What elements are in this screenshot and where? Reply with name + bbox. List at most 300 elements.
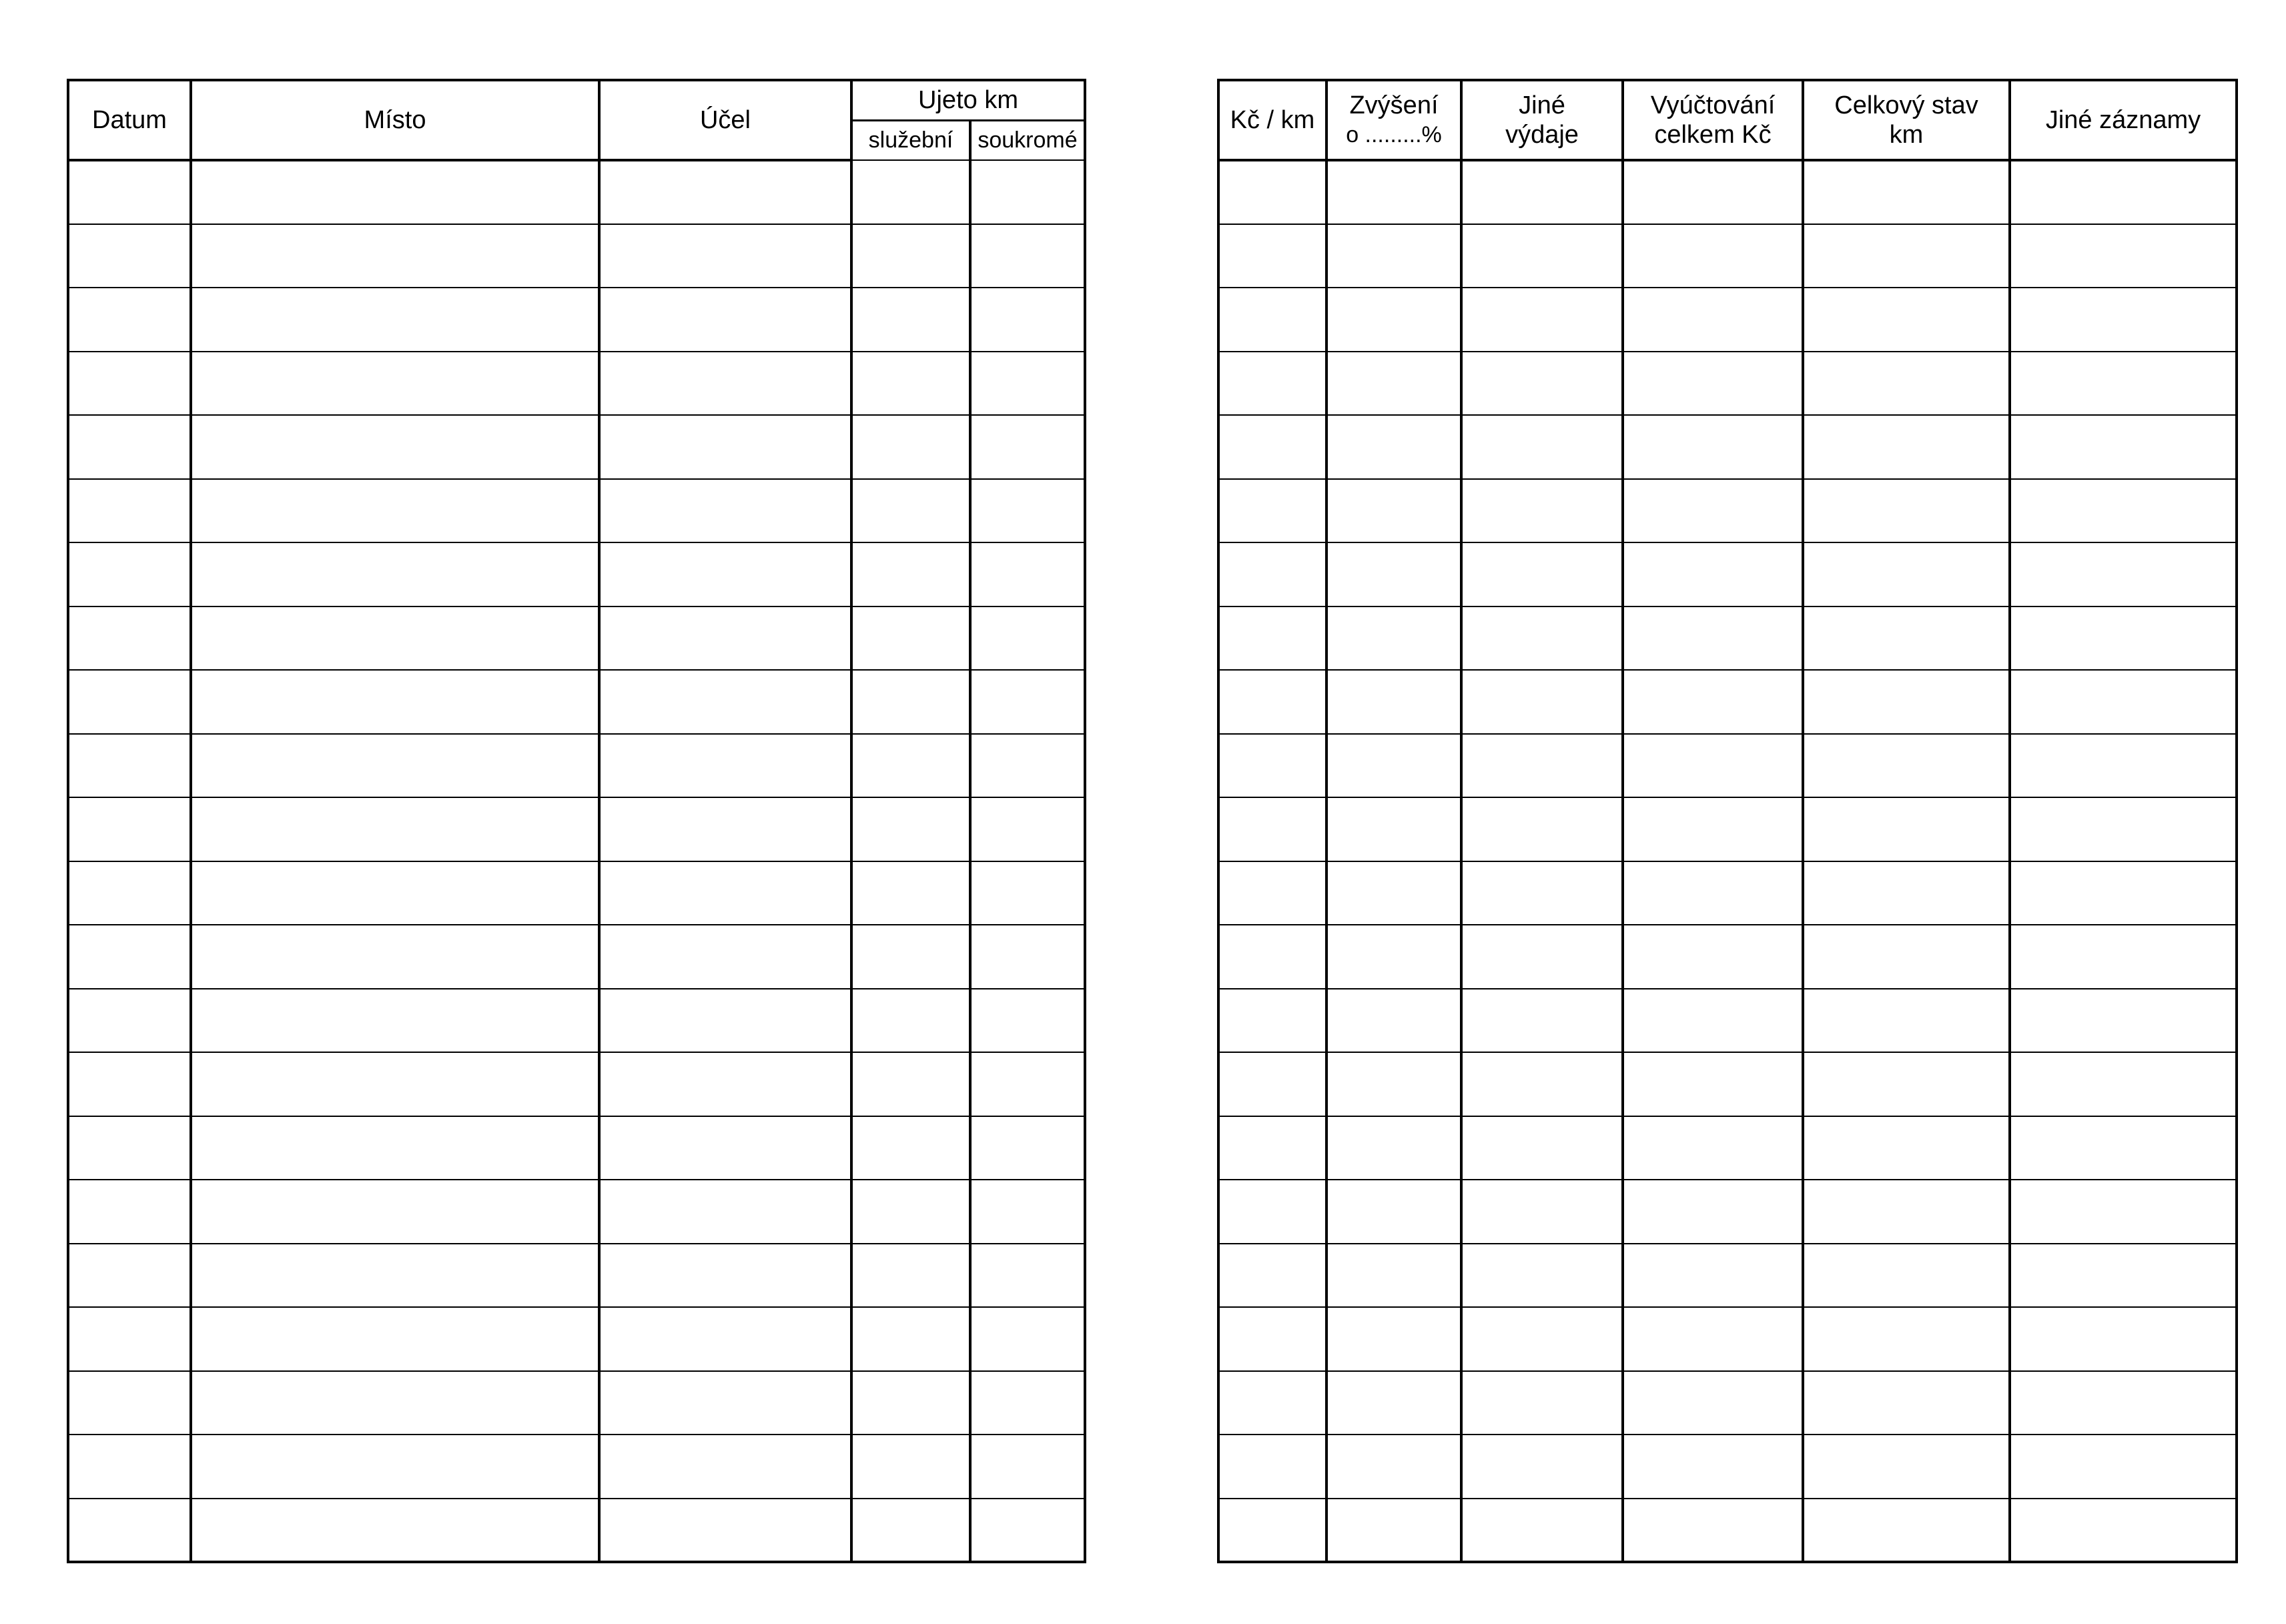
left-cell-ucel[interactable] [599,542,851,606]
left-cell-ucel[interactable] [599,1052,851,1116]
right-cell-celkovy-stav[interactable] [1803,288,2010,352]
right-cell-jine-vydaje[interactable] [1461,479,1623,543]
right-cell-jine-zaznamy[interactable] [2010,1116,2237,1180]
left-table-row [68,1116,1085,1180]
right-cell-zvyseni[interactable] [1326,1180,1461,1244]
left-table-row [68,670,1085,734]
left-cell-misto[interactable] [191,479,599,543]
right-table-row [1218,1499,2237,1563]
right-cell-jine-vydaje[interactable] [1461,989,1623,1053]
right-cell-celkovy-stav[interactable] [1803,861,2010,925]
right-cell-zvyseni[interactable] [1326,606,1461,671]
right-cell-jine-vydaje[interactable] [1461,797,1623,861]
left-cell-sluzebni[interactable] [851,415,970,479]
right-cell-celkovy-stav[interactable] [1803,734,2010,798]
left-cell-soukrome[interactable] [970,542,1085,606]
right-table-row [1218,288,2237,352]
left-cell-ucel[interactable] [599,1180,851,1244]
right-cell-celkovy-stav[interactable] [1803,479,2010,543]
left-cell-sluzebni[interactable] [851,734,970,798]
left-cell-misto[interactable] [191,1180,599,1244]
left-cell-datum[interactable] [68,1180,191,1244]
right-cell-jine-vydaje[interactable] [1461,352,1623,416]
right-cell-kc-km[interactable] [1218,1116,1326,1180]
right-cell-celkovy-stav[interactable] [1803,1244,2010,1308]
left-cell-ucel[interactable] [599,1435,851,1499]
right-cell-jine-zaznamy[interactable] [2010,1435,2237,1499]
left-table-row [68,1307,1085,1371]
left-cell-datum[interactable] [68,1307,191,1371]
right-cell-jine-zaznamy[interactable] [2010,415,2237,479]
travel-log-right-table [1217,79,2238,1563]
left-cell-soukrome[interactable] [970,861,1085,925]
left-cell-datum[interactable] [68,1244,191,1308]
right-cell-celkovy-stav[interactable] [1803,670,2010,734]
left-cell-soukrome[interactable] [970,415,1085,479]
left-table-row [68,797,1085,861]
right-cell-vyuctovani[interactable] [1623,989,1803,1053]
header-zvyseni-line1: Zvýšení [1349,91,1439,119]
left-cell-datum[interactable] [68,925,191,989]
right-cell-vyuctovani[interactable] [1623,288,1803,352]
left-cell-sluzebni[interactable] [851,1371,970,1435]
header-celkovy-stav-line2: km [1889,121,1924,149]
left-cell-soukrome[interactable] [970,734,1085,798]
right-cell-jine-zaznamy[interactable] [2010,1244,2237,1308]
right-cell-celkovy-stav[interactable] [1803,797,2010,861]
left-cell-soukrome[interactable] [970,1435,1085,1499]
header-jine-zaznamy [2010,80,2237,160]
left-cell-misto[interactable] [191,1371,599,1435]
left-cell-datum[interactable] [68,1499,191,1563]
left-cell-misto[interactable] [191,797,599,861]
right-cell-jine-zaznamy[interactable] [2010,1371,2237,1435]
left-cell-sluzebni[interactable] [851,352,970,416]
right-cell-vyuctovani[interactable] [1623,479,1803,543]
right-cell-celkovy-stav[interactable] [1803,1499,2010,1563]
right-cell-zvyseni[interactable] [1326,415,1461,479]
left-cell-sluzebni[interactable] [851,542,970,606]
left-cell-sluzebni[interactable] [851,1499,970,1563]
left-table-row [68,1180,1085,1244]
header-jine-vydaje [1461,80,1623,160]
left-cell-soukrome[interactable] [970,797,1085,861]
left-cell-soukrome[interactable] [970,1180,1085,1244]
header-ujeto-km: Ujeto km [851,80,1085,120]
right-cell-jine-zaznamy[interactable] [2010,1052,2237,1116]
left-cell-soukrome[interactable] [970,224,1085,288]
right-cell-kc-km[interactable] [1218,1371,1326,1435]
left-cell-sluzebni[interactable] [851,861,970,925]
right-cell-vyuctovani[interactable] [1623,1116,1803,1180]
left-table-row [68,1435,1085,1499]
header-kc-km [1218,80,1326,160]
right-cell-vyuctovani[interactable] [1623,1435,1803,1499]
right-table-row [1218,160,2237,224]
left-cell-ucel[interactable] [599,1499,851,1563]
right-cell-vyuctovani[interactable] [1623,925,1803,989]
right-cell-jine-zaznamy[interactable] [2010,989,2237,1053]
right-table-row [1218,1116,2237,1180]
left-cell-sluzebni[interactable] [851,606,970,671]
right-cell-celkovy-stav[interactable] [1803,1435,2010,1499]
right-cell-jine-vydaje[interactable] [1461,288,1623,352]
right-table-row [1218,479,2237,543]
right-cell-celkovy-stav[interactable] [1803,1116,2010,1180]
left-cell-ucel[interactable] [599,1307,851,1371]
left-cell-datum[interactable] [68,606,191,671]
left-cell-datum[interactable] [68,288,191,352]
right-cell-kc-km[interactable] [1218,1244,1326,1308]
right-cell-celkovy-stav[interactable] [1803,224,2010,288]
right-cell-vyuctovani[interactable] [1623,1307,1803,1371]
right-cell-jine-zaznamy[interactable] [2010,797,2237,861]
left-cell-soukrome[interactable] [970,1371,1085,1435]
left-cell-misto[interactable] [191,606,599,671]
right-cell-jine-vydaje[interactable] [1461,160,1623,224]
left-cell-soukrome[interactable] [970,288,1085,352]
left-cell-misto[interactable] [191,1052,599,1116]
left-cell-datum[interactable] [68,1371,191,1435]
right-cell-jine-zaznamy[interactable] [2010,479,2237,543]
left-cell-soukrome[interactable] [970,606,1085,671]
right-cell-kc-km[interactable] [1218,352,1326,416]
left-table-row [68,160,1085,224]
right-table-row [1218,670,2237,734]
left-cell-datum[interactable] [68,542,191,606]
left-cell-misto[interactable] [191,160,599,224]
right-cell-jine-zaznamy[interactable] [2010,1499,2237,1563]
right-cell-zvyseni[interactable] [1326,1116,1461,1180]
right-cell-jine-zaznamy[interactable] [2010,160,2237,224]
right-cell-vyuctovani[interactable] [1623,861,1803,925]
header-jine-zaznamy-text: Jiné záznamy [2045,106,2201,134]
left-table-row [68,1499,1085,1563]
left-cell-sluzebni[interactable] [851,1307,970,1371]
right-cell-vyuctovani[interactable] [1623,1052,1803,1116]
left-cell-ucel[interactable] [599,352,851,416]
left-cell-datum[interactable] [68,160,191,224]
left-cell-sluzebni[interactable] [851,797,970,861]
right-cell-kc-km[interactable] [1218,1052,1326,1116]
right-cell-jine-zaznamy[interactable] [2010,1307,2237,1371]
right-cell-celkovy-stav[interactable] [1803,989,2010,1053]
left-cell-misto[interactable] [191,1499,599,1563]
right-cell-jine-vydaje[interactable] [1461,542,1623,606]
left-table-row [68,606,1085,671]
left-cell-datum[interactable] [68,224,191,288]
left-cell-soukrome[interactable] [970,1244,1085,1308]
left-cell-misto[interactable] [191,1116,599,1180]
right-cell-zvyseni[interactable] [1326,670,1461,734]
right-table-row [1218,352,2237,416]
right-cell-zvyseni[interactable] [1326,542,1461,606]
right-cell-zvyseni[interactable] [1326,1052,1461,1116]
right-cell-jine-vydaje[interactable] [1461,734,1623,798]
right-cell-vyuctovani[interactable] [1623,1499,1803,1563]
left-cell-misto[interactable] [191,861,599,925]
right-table-row [1218,542,2237,606]
left-table-row [68,1052,1085,1116]
left-cell-sluzebni[interactable] [851,670,970,734]
right-cell-celkovy-stav[interactable] [1803,606,2010,671]
right-cell-jine-vydaje[interactable] [1461,1180,1623,1244]
right-cell-celkovy-stav[interactable] [1803,1371,2010,1435]
left-cell-ucel[interactable] [599,925,851,989]
header-vyuctovani [1623,80,1803,160]
left-table-row [68,288,1085,352]
right-table-row [1218,1052,2237,1116]
left-cell-soukrome[interactable] [970,670,1085,734]
left-cell-sluzebni[interactable] [851,1116,970,1180]
left-cell-sluzebni[interactable] [851,1435,970,1499]
right-cell-kc-km[interactable] [1218,861,1326,925]
left-cell-datum[interactable] [68,861,191,925]
left-cell-soukrome[interactable] [970,1499,1085,1563]
right-cell-zvyseni[interactable] [1326,479,1461,543]
right-cell-zvyseni[interactable] [1326,1244,1461,1308]
left-cell-sluzebni[interactable] [851,160,970,224]
right-cell-jine-zaznamy[interactable] [2010,861,2237,925]
right-cell-jine-vydaje[interactable] [1461,1307,1623,1371]
right-cell-kc-km[interactable] [1218,797,1326,861]
right-cell-jine-zaznamy[interactable] [2010,1180,2237,1244]
left-table-row [68,861,1085,925]
left-cell-sluzebni[interactable] [851,1052,970,1116]
right-cell-zvyseni[interactable] [1326,288,1461,352]
right-cell-zvyseni[interactable] [1326,797,1461,861]
header-ucel: Účel [599,80,851,160]
header-kc-km-text: Kč / km [1230,106,1315,134]
left-cell-ucel[interactable] [599,861,851,925]
right-cell-vyuctovani[interactable] [1623,224,1803,288]
left-cell-soukrome[interactable] [970,925,1085,989]
right-cell-kc-km[interactable] [1218,1307,1326,1371]
right-cell-zvyseni[interactable] [1326,1371,1461,1435]
left-table-body [68,160,1085,1562]
left-cell-sluzebni[interactable] [851,925,970,989]
right-cell-jine-vydaje[interactable] [1461,1371,1623,1435]
right-cell-vyuctovani[interactable] [1623,160,1803,224]
left-table-row [68,542,1085,606]
right-cell-kc-km[interactable] [1218,606,1326,671]
right-cell-zvyseni[interactable] [1326,1499,1461,1563]
right-cell-zvyseni[interactable] [1326,1307,1461,1371]
header-zvyseni [1326,80,1461,160]
right-cell-jine-vydaje[interactable] [1461,606,1623,671]
left-cell-datum[interactable] [68,1052,191,1116]
right-cell-vyuctovani[interactable] [1623,606,1803,671]
header-jine-vydaje-line1: Jiné [1519,91,1565,119]
left-cell-datum[interactable] [68,989,191,1053]
left-cell-sluzebni[interactable] [851,1244,970,1308]
left-cell-ucel[interactable] [599,670,851,734]
left-cell-soukrome[interactable] [970,352,1085,416]
left-table-row [68,989,1085,1053]
left-cell-ucel[interactable] [599,479,851,543]
left-cell-sluzebni[interactable] [851,224,970,288]
left-cell-misto[interactable] [191,925,599,989]
right-cell-celkovy-stav[interactable] [1803,352,2010,416]
left-table-row [68,734,1085,798]
right-cell-kc-km[interactable] [1218,479,1326,543]
right-cell-kc-km[interactable] [1218,734,1326,798]
right-cell-kc-km[interactable] [1218,542,1326,606]
right-cell-vyuctovani[interactable] [1623,1371,1803,1435]
left-cell-ucel[interactable] [599,160,851,224]
left-cell-sluzebni[interactable] [851,288,970,352]
left-cell-ucel[interactable] [599,1244,851,1308]
right-cell-kc-km[interactable] [1218,989,1326,1053]
left-cell-misto[interactable] [191,734,599,798]
right-cell-jine-zaznamy[interactable] [2010,542,2237,606]
right-cell-zvyseni[interactable] [1326,352,1461,416]
right-cell-jine-vydaje[interactable] [1461,925,1623,989]
right-cell-jine-zaznamy[interactable] [2010,925,2237,989]
right-table-body [1218,160,2237,1562]
right-cell-jine-zaznamy[interactable] [2010,734,2237,798]
left-table-row [68,1371,1085,1435]
left-cell-ucel[interactable] [599,288,851,352]
right-cell-kc-km[interactable] [1218,925,1326,989]
right-cell-celkovy-stav[interactable] [1803,415,2010,479]
left-cell-datum[interactable] [68,734,191,798]
right-cell-vyuctovani[interactable] [1623,797,1803,861]
left-cell-misto[interactable] [191,352,599,416]
right-cell-kc-km[interactable] [1218,1435,1326,1499]
left-cell-soukrome[interactable] [970,1116,1085,1180]
left-cell-datum[interactable] [68,797,191,861]
right-cell-jine-zaznamy[interactable] [2010,224,2237,288]
left-cell-ucel[interactable] [599,989,851,1053]
left-cell-ucel[interactable] [599,224,851,288]
left-cell-misto[interactable] [191,670,599,734]
left-cell-ucel[interactable] [599,1116,851,1180]
right-cell-vyuctovani[interactable] [1623,1180,1803,1244]
right-table-row [1218,989,2237,1053]
left-cell-misto[interactable] [191,989,599,1053]
left-cell-soukrome[interactable] [970,989,1085,1053]
right-cell-jine-zaznamy[interactable] [2010,352,2237,416]
right-cell-zvyseni[interactable] [1326,160,1461,224]
left-cell-ucel[interactable] [599,797,851,861]
left-cell-datum[interactable] [68,352,191,416]
left-cell-ucel[interactable] [599,734,851,798]
right-cell-jine-vydaje[interactable] [1461,670,1623,734]
right-table-row [1218,797,2237,861]
right-cell-vyuctovani[interactable] [1623,734,1803,798]
right-cell-vyuctovani[interactable] [1623,415,1803,479]
right-table-row [1218,925,2237,989]
right-cell-jine-vydaje[interactable] [1461,1244,1623,1308]
right-cell-celkovy-stav[interactable] [1803,1307,2010,1371]
left-cell-datum[interactable] [68,670,191,734]
right-cell-jine-vydaje[interactable] [1461,224,1623,288]
right-cell-jine-vydaje[interactable] [1461,1499,1623,1563]
left-cell-soukrome[interactable] [970,1052,1085,1116]
left-cell-datum[interactable] [68,1435,191,1499]
left-cell-misto[interactable] [191,1435,599,1499]
right-cell-jine-zaznamy[interactable] [2010,606,2237,671]
right-cell-zvyseni[interactable] [1326,734,1461,798]
left-cell-soukrome[interactable] [970,160,1085,224]
right-cell-zvyseni[interactable] [1326,224,1461,288]
right-cell-jine-vydaje[interactable] [1461,415,1623,479]
right-table-row [1218,1244,2237,1308]
right-cell-celkovy-stav[interactable] [1803,1052,2010,1116]
right-cell-celkovy-stav[interactable] [1803,160,2010,224]
right-cell-celkovy-stav[interactable] [1803,1180,2010,1244]
left-cell-misto[interactable] [191,542,599,606]
right-cell-zvyseni[interactable] [1326,861,1461,925]
right-cell-jine-vydaje[interactable] [1461,1116,1623,1180]
right-cell-vyuctovani[interactable] [1623,670,1803,734]
left-cell-ucel[interactable] [599,606,851,671]
right-cell-kc-km[interactable] [1218,160,1326,224]
header-vyuctovani-line1: Vyúčtování [1650,91,1776,119]
right-cell-zvyseni[interactable] [1326,925,1461,989]
right-table-row [1218,606,2237,671]
left-table-row [68,1244,1085,1308]
right-cell-vyuctovani[interactable] [1623,1244,1803,1308]
left-cell-misto[interactable] [191,1244,599,1308]
right-cell-kc-km[interactable] [1218,224,1326,288]
left-cell-sluzebni[interactable] [851,479,970,543]
left-cell-soukrome[interactable] [970,1307,1085,1371]
right-cell-jine-vydaje[interactable] [1461,861,1623,925]
left-cell-sluzebni[interactable] [851,989,970,1053]
header-vyuctovani-line2: celkem Kč [1654,121,1772,149]
left-cell-misto[interactable] [191,1307,599,1371]
right-table-row [1218,1371,2237,1435]
right-cell-jine-zaznamy[interactable] [2010,670,2237,734]
header-misto: Místo [191,80,599,160]
left-cell-ucel[interactable] [599,415,851,479]
left-cell-sluzebni[interactable] [851,1180,970,1244]
right-cell-vyuctovani[interactable] [1623,542,1803,606]
right-cell-zvyseni[interactable] [1326,1435,1461,1499]
left-table-row [68,415,1085,479]
left-cell-datum[interactable] [68,415,191,479]
left-table-row [68,352,1085,416]
left-cell-soukrome[interactable] [970,479,1085,543]
right-cell-celkovy-stav[interactable] [1803,542,2010,606]
right-cell-jine-zaznamy[interactable] [2010,288,2237,352]
header-jine-vydaje-line2: výdaje [1505,121,1579,149]
header-celkovy-stav [1803,80,2010,160]
right-cell-kc-km[interactable] [1218,1499,1326,1563]
right-cell-jine-vydaje[interactable] [1461,1052,1623,1116]
right-cell-vyuctovani[interactable] [1623,352,1803,416]
left-table-row [68,224,1085,288]
right-cell-kc-km[interactable] [1218,1180,1326,1244]
right-cell-kc-km[interactable] [1218,415,1326,479]
right-cell-jine-vydaje[interactable] [1461,1435,1623,1499]
right-cell-kc-km[interactable] [1218,670,1326,734]
right-table-row [1218,224,2237,288]
left-cell-datum[interactable] [68,1116,191,1180]
left-cell-ucel[interactable] [599,1371,851,1435]
left-table-row [68,925,1085,989]
right-cell-celkovy-stav[interactable] [1803,925,2010,989]
right-cell-zvyseni[interactable] [1326,989,1461,1053]
header-soukrome: soukromé [970,120,1085,160]
left-cell-misto[interactable] [191,288,599,352]
left-cell-misto[interactable] [191,415,599,479]
left-cell-datum[interactable] [68,479,191,543]
right-cell-kc-km[interactable] [1218,288,1326,352]
left-cell-misto[interactable] [191,224,599,288]
